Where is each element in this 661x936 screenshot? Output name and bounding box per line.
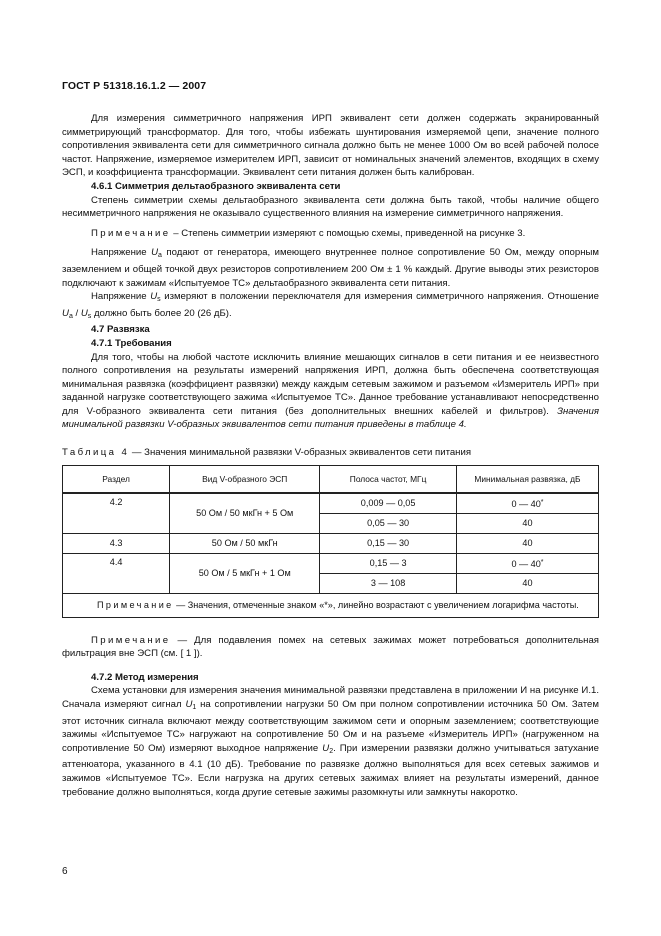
text-part: Схема установки для измерения значения минимальной развязки представлена в приложении И на рисунке И.1. Сначала измеряют сигнал [62,685,599,711]
table-row [63,553,599,573]
note-text: – Степень симметрии измеряют с помощью схемы, приведенной на рисунке 3. [170,227,526,239]
heading-4-7-2: 4.7.2 Метод измерения [91,671,199,683]
table-row [63,493,599,514]
text-part: Напряжение [91,291,151,303]
paragraph-symmetry: Степень симметрии схемы дельтаобразного эквивалента сети должна быть такой, чтобы наличие общего несимметричного напряжения не оказывало существенного влияния на измерение симметричного напряжения. [62,194,599,220]
text-part: измеряют в положении переключателя для измерения симметричного напряжения. Отношение [160,291,599,303]
table-caption-label: Таблица 4 [62,447,130,459]
table-note [63,593,599,617]
heading-4-6-1: 4.6.1 Симметрия дельтаобразного эквивалента сети [91,180,341,192]
symbol-u: U [80,307,88,319]
subscript: s [87,312,92,320]
document-body [62,112,599,799]
subscript: 1 [192,704,197,712]
heading-4-7: 4.7 Развязка [91,324,150,336]
text-part: . При измерении развязки должно учитываться затухание аттенюатора, указанного в 4.1 (10 дБ). Требование по развязке должно выполняться для всех сетевых зажимов и зажимов «Испытуемое ТС». Если нагрузка на других сетевых зажимах влияет на результаты измерений, данное требование должно выполняться, когда другие сетевые зажимы разомкнуты или замкнуты накоротко. [62,742,599,798]
cell-isolation: 40 [456,573,598,593]
text-part: на сопротивлении нагрузки 50 Ом при полном сопротивлении источника 50 Ом. Затем этот источник сигнала включают между соответствующим зажимом сети и опорным заземлением; соответствующие зажимы «Испытуемое ТС» нагружают на сопротивление 50 Ом и на разъеме «Измеритель ИРП» (нагруженном на сопротивление 50 Ом) измеряют выходное напряжение [62,699,599,754]
cell-isolation [456,553,598,573]
subscript: a [158,252,162,260]
col-header-section: Раздел [63,465,170,493]
subscript: a [68,312,73,320]
document-header: ГОСТ Р 51318.16.1.2 — 2007 [62,80,207,92]
symbol-u: U [151,247,159,259]
note-label: Примечание [91,634,171,646]
table-note-content [69,599,592,611]
table-caption [62,446,599,460]
text-part: Напряжение [91,247,152,259]
paragraph-measurement-method [62,684,599,799]
isolation-value: 0 — 40 [511,498,541,509]
paragraph-decoupling [62,351,599,433]
text-part: подают от генератора, имеющего внутреннее полное сопротивление 50 Ом, между опорным заземлением и общей точкой двух резисторов сопротивлением 200 Ом ± 1 % каждый. Другие выводы этих резисторов подключают к зажимам «Испытуемое ТС» дельтаобразного эквивалента сети питания. [62,247,599,289]
table-note-text: — Значения, отмеченные знаком «*», линейно возрастают с увеличением логарифма частоты. [173,600,579,611]
cell-type: 50 Ом / 5 мкГн + 1 Ом [170,553,320,593]
cell-band: 3 — 108 [320,573,457,593]
page-number: 6 [62,866,68,877]
cell-type: 50 Ом / 50 мкГн [170,533,320,553]
paragraph-voltage-ua [62,246,599,290]
note-label: Примечание [91,227,171,239]
symbol-u: U [62,307,69,319]
paragraph-balanced-voltage: Для измерения симметричного напряжения ИРП эквивалент сети должен содержать экранированный симметрирующий трансформатор. Для того, чтобы избежать шунтирования измеряемой цепи, значение полного сопротивления эквивалента сети для симметричного сигнала должно быть не менее 1000 Ом во всей рабочей полосе частот. Напряжение, измеряемое измерителем ИРП, зависит от номинальных значений элементов, входящих в схему ЭСП, и коэффициента трансформации. Эквивалент сети питания должен быть калиброван. [62,113,599,179]
col-header-band: Полоса частот, МГц [320,465,457,493]
table-4 [62,465,599,618]
text-part: Для того, чтобы на любой частоте исключить влияние мешающих сигналов в сети питания и ее неизвестного полного сопротивления на результаты измерений напряжения ИРП, должна быть обеспечена соответствующая минимальная развязка (коэффициент развязки) между каждым сетевым зажимом и разъемом «Измеритель ИРП» при заданной нагрузке соответствующего зажима «Испытуемое ТС». Данное требование устанавливают непосредственно для V-образного эквивалента сети питания (без дополнительных внешних кабелей и фильтров). [62,351,599,417]
col-header-type: Вид V-образного ЭСП [170,465,320,493]
note-text: — Для подавления помех на сетевых зажимах может потребоваться дополнительная фильтрация вне ЭСП (см. [ 1 ]). [62,634,599,660]
note-symmetry [62,227,599,241]
table-note-label: Примечание [97,600,174,611]
cell-band: 0,05 — 30 [320,513,457,533]
cell-type: 50 Ом / 50 мкГн + 5 Ом [170,493,320,534]
cell-section: 4.4 [63,553,170,593]
isolation-value: 0 — 40 [511,558,541,569]
symbol-u: U [185,699,193,711]
subscript: 2 [329,747,334,755]
cell-isolation: 40 [456,533,598,553]
cell-band: 0,15 — 30 [320,533,457,553]
star-mark: * [540,558,544,566]
cell-section: 4.2 [63,493,170,534]
heading-4-7-1: 4.7.1 Требования [91,337,172,349]
italic-text: Значения минимальной развязки V-образных эквивалентов сети питания приведены в таблице 4. [62,405,599,431]
table-caption-text: — Значения минимальной развязки V-образных эквивалентов сети питания [129,447,472,459]
cell-band: 0,009 — 0,05 [320,493,457,514]
note-filtering [62,634,599,661]
table-note-row [63,593,599,617]
subscript: s [157,296,161,304]
cell-isolation: 40 [456,513,598,533]
cell-isolation [456,493,598,514]
text-part: / [72,307,81,319]
symbol-u: U [150,291,158,303]
cell-section: 4.3 [63,533,170,553]
table-row [63,533,599,553]
col-header-isolation: Минимальная развязка, дБ [456,465,598,493]
table-header-row [63,465,599,493]
cell-band: 0,15 — 3 [320,553,457,573]
symbol-u: U [322,742,330,754]
star-mark: * [540,498,544,506]
text-part: должно быть более 20 (26 дБ). [91,307,232,319]
paragraph-voltage-us [62,290,599,323]
